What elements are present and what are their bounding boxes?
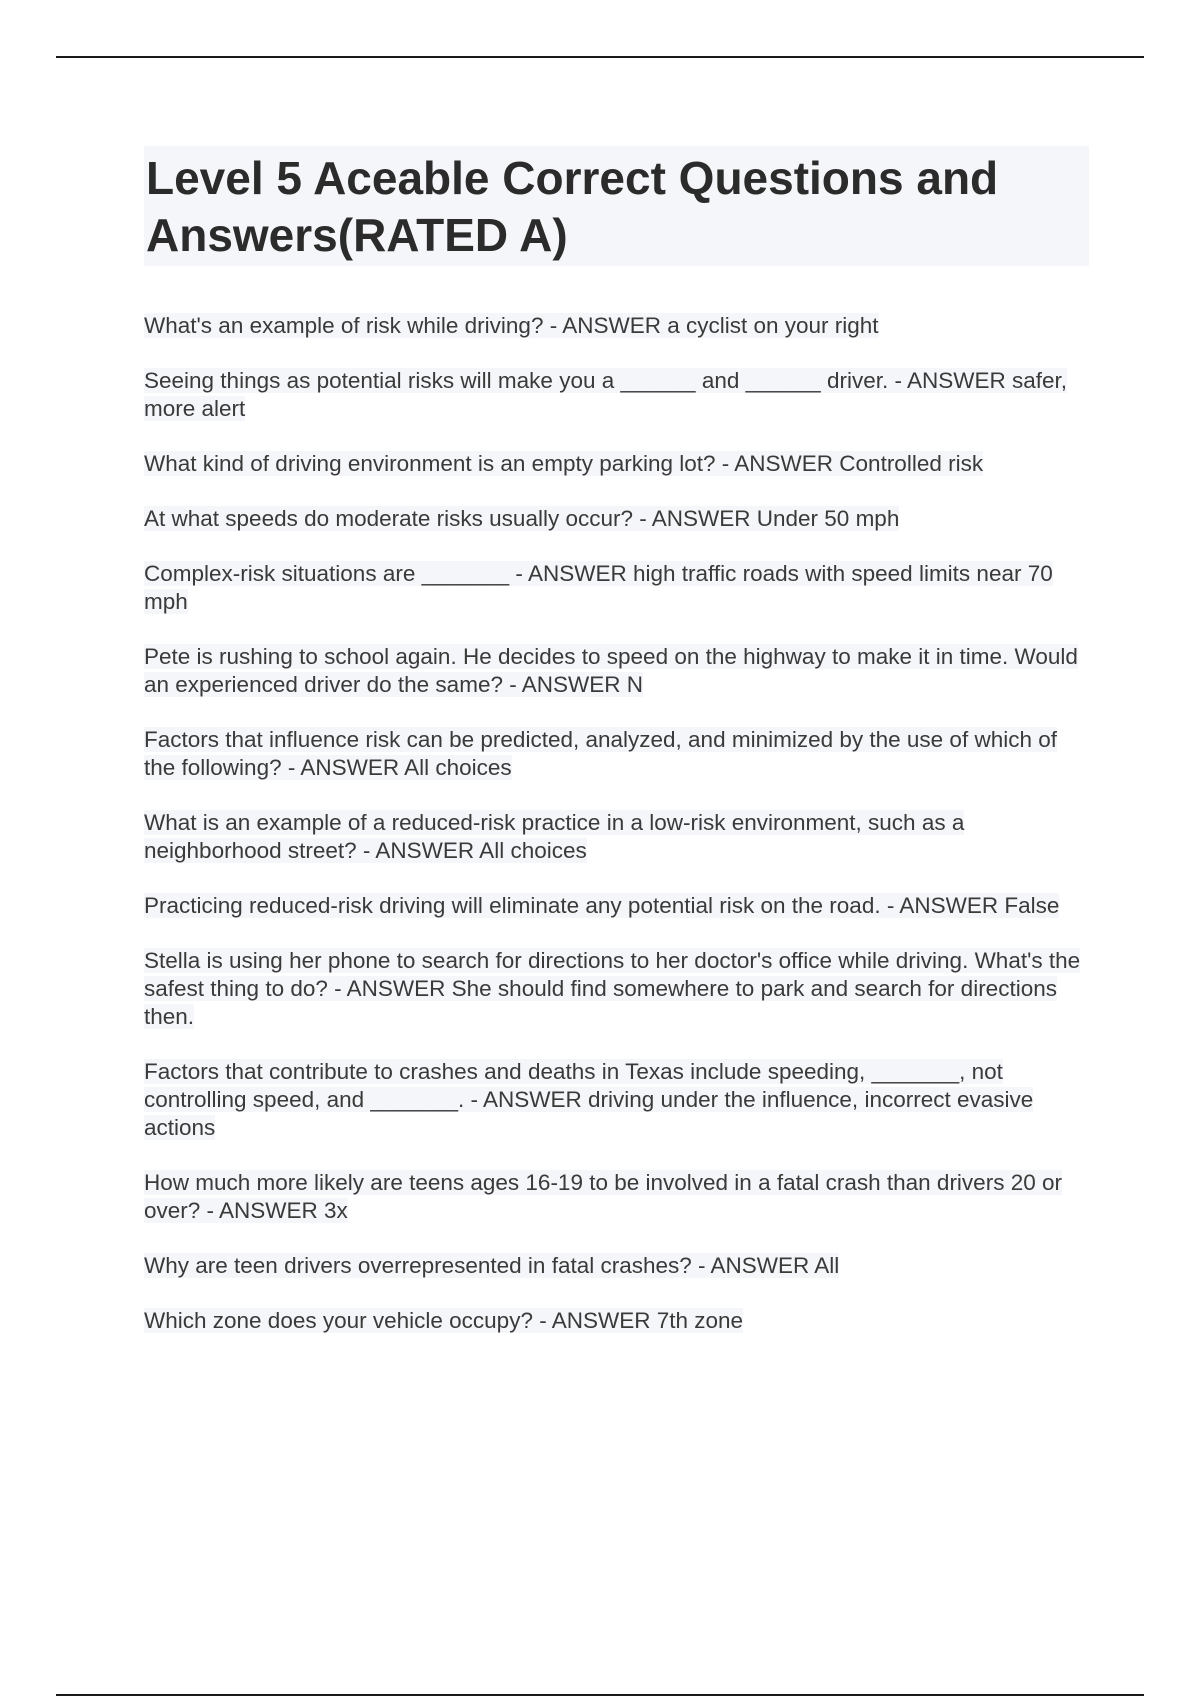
list-item (144, 1169, 1089, 1225)
qa-text: Factors that influence risk can be predicted, analyzed, and minimized by the use of which of the following? - ANSWER All choices (144, 727, 1057, 780)
qa-text: Why are teen drivers overrepresented in fatal crashes? - ANSWER All (144, 1253, 840, 1278)
list-item (144, 1307, 1089, 1335)
list-item (144, 809, 1089, 865)
list-item (144, 1058, 1089, 1142)
qa-text: What is an example of a reduced-risk practice in a low-risk environment, such as a neighborhood street? - ANSWER All choices (144, 810, 965, 863)
qa-text: How much more likely are teens ages 16-19 to be involved in a fatal crash than drivers 20 or over? - ANSWER 3x (144, 1170, 1062, 1223)
qa-text: Factors that contribute to crashes and deaths in Texas include speeding, _______, not controlling speed, and _______. - ANSWER driving under the influence, incorrect evasive actions (144, 1059, 1034, 1140)
qa-text: Stella is using her phone to search for directions to her doctor's office while driving. What's the safest thing to do? - ANSWER She should find somewhere to park and search for directions then. (144, 948, 1081, 1029)
qa-text: Seeing things as potential risks will make you a ______ and ______ driver. - ANSWER safer, more alert (144, 368, 1068, 421)
list-item (144, 450, 1089, 478)
list-item (144, 560, 1089, 616)
list-item (144, 643, 1089, 699)
bottom-divider (56, 1694, 1144, 1696)
list-item (144, 505, 1089, 533)
title-block (144, 146, 1089, 266)
top-divider (56, 56, 1144, 58)
list-item (144, 892, 1089, 920)
list-item (144, 367, 1089, 423)
qa-text: Practicing reduced-risk driving will eliminate any potential risk on the road. - ANSWER False (144, 893, 1060, 918)
qa-text: Which zone does your vehicle occupy? - ANSWER 7th zone (144, 1308, 744, 1333)
qa-text: At what speeds do moderate risks usually occur? - ANSWER Under 50 mph (144, 506, 900, 531)
list-item (144, 312, 1089, 340)
page-title: Level 5 Aceable Correct Questions and Answers(RATED A) (146, 152, 999, 261)
list-item (144, 1252, 1089, 1280)
qa-text: Complex-risk situations are _______ - ANSWER high traffic roads with speed limits near 70 mph (144, 561, 1053, 614)
list-item (144, 947, 1089, 1031)
qa-text: What kind of driving environment is an empty parking lot? - ANSWER Controlled risk (144, 451, 984, 476)
qa-text: What's an example of risk while driving? - ANSWER a cyclist on your right (144, 313, 879, 338)
qa-text: Pete is rushing to school again. He decides to speed on the highway to make it in time. Would an experienced driver do the same? - ANSWER N (144, 644, 1078, 697)
list-item (144, 726, 1089, 782)
qa-list (144, 312, 1089, 1362)
